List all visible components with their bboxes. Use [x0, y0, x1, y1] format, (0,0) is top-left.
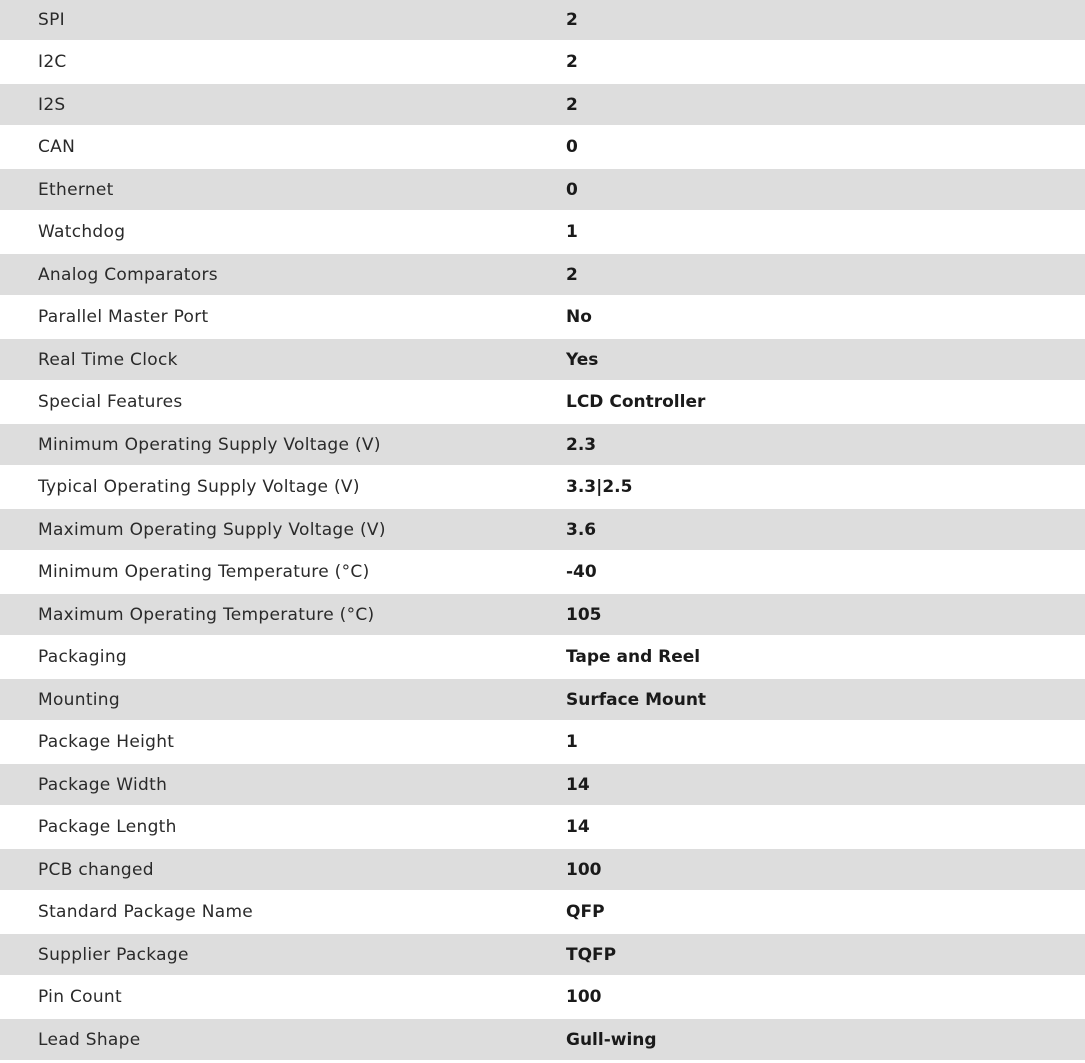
spec-value: 100 — [566, 849, 1085, 890]
spec-value: 1 — [566, 210, 1085, 254]
table-row — [0, 764, 1085, 805]
spec-label: Mounting — [0, 679, 566, 720]
table-row — [0, 424, 1085, 465]
table-row — [0, 465, 1085, 509]
spec-label: Packaging — [0, 635, 566, 679]
spec-label: I2C — [0, 40, 566, 84]
spec-value: 1 — [566, 720, 1085, 764]
spec-label: Ethernet — [0, 169, 566, 210]
spec-label: Special Features — [0, 380, 566, 424]
spec-label: Lead Shape — [0, 1019, 566, 1060]
table-row — [0, 550, 1085, 594]
spec-value: 0 — [566, 125, 1085, 169]
spec-value: Yes — [566, 339, 1085, 380]
table-row — [0, 849, 1085, 890]
table-row — [0, 295, 1085, 339]
spec-value: 105 — [566, 594, 1085, 635]
spec-label: Minimum Operating Temperature (°C) — [0, 550, 566, 594]
table-row — [0, 84, 1085, 125]
table-row — [0, 380, 1085, 424]
table-row — [0, 890, 1085, 934]
spec-label: CAN — [0, 125, 566, 169]
table-row — [0, 720, 1085, 764]
table-row — [0, 635, 1085, 679]
spec-label: Standard Package Name — [0, 890, 566, 934]
spec-label: Maximum Operating Temperature (°C) — [0, 594, 566, 635]
table-row — [0, 169, 1085, 210]
table-row — [0, 805, 1085, 849]
spec-label: I2S — [0, 84, 566, 125]
spec-value: 0 — [566, 169, 1085, 210]
table-row — [0, 210, 1085, 254]
spec-value: Surface Mount — [566, 679, 1085, 720]
spec-value: 14 — [566, 805, 1085, 849]
table-row — [0, 934, 1085, 975]
spec-value: Tape and Reel — [566, 635, 1085, 679]
spec-label: Parallel Master Port — [0, 295, 566, 339]
table-row — [0, 679, 1085, 720]
spec-value: 100 — [566, 975, 1085, 1019]
spec-value: 3.3|2.5 — [566, 465, 1085, 509]
spec-value: 3.6 — [566, 509, 1085, 550]
spec-label: Analog Comparators — [0, 254, 566, 295]
table-row — [0, 0, 1085, 40]
spec-value: TQFP — [566, 934, 1085, 975]
spec-label: Supplier Package — [0, 934, 566, 975]
table-row — [0, 509, 1085, 550]
spec-label: Maximum Operating Supply Voltage (V) — [0, 509, 566, 550]
spec-label: Real Time Clock — [0, 339, 566, 380]
spec-value: No — [566, 295, 1085, 339]
spec-value: 2 — [566, 84, 1085, 125]
table-row — [0, 40, 1085, 84]
spec-label: Pin Count — [0, 975, 566, 1019]
spec-label: PCB changed — [0, 849, 566, 890]
spec-label: Package Length — [0, 805, 566, 849]
spec-label: Package Height — [0, 720, 566, 764]
spec-label: Typical Operating Supply Voltage (V) — [0, 465, 566, 509]
table-row — [0, 1019, 1085, 1060]
spec-value: QFP — [566, 890, 1085, 934]
spec-label: SPI — [0, 0, 566, 40]
spec-value: LCD Controller — [566, 380, 1085, 424]
spec-value: 2 — [566, 254, 1085, 295]
spec-value: 2 — [566, 0, 1085, 40]
spec-value: 2 — [566, 40, 1085, 84]
spec-value: 2.3 — [566, 424, 1085, 465]
spec-label: Watchdog — [0, 210, 566, 254]
table-row — [0, 594, 1085, 635]
spec-label: Minimum Operating Supply Voltage (V) — [0, 424, 566, 465]
spec-value: 14 — [566, 764, 1085, 805]
table-row — [0, 975, 1085, 1019]
table-row — [0, 125, 1085, 169]
spec-label: Package Width — [0, 764, 566, 805]
table-row — [0, 339, 1085, 380]
spec-value: -40 — [566, 550, 1085, 594]
table-row — [0, 254, 1085, 295]
spec-value: Gull-wing — [566, 1019, 1085, 1060]
